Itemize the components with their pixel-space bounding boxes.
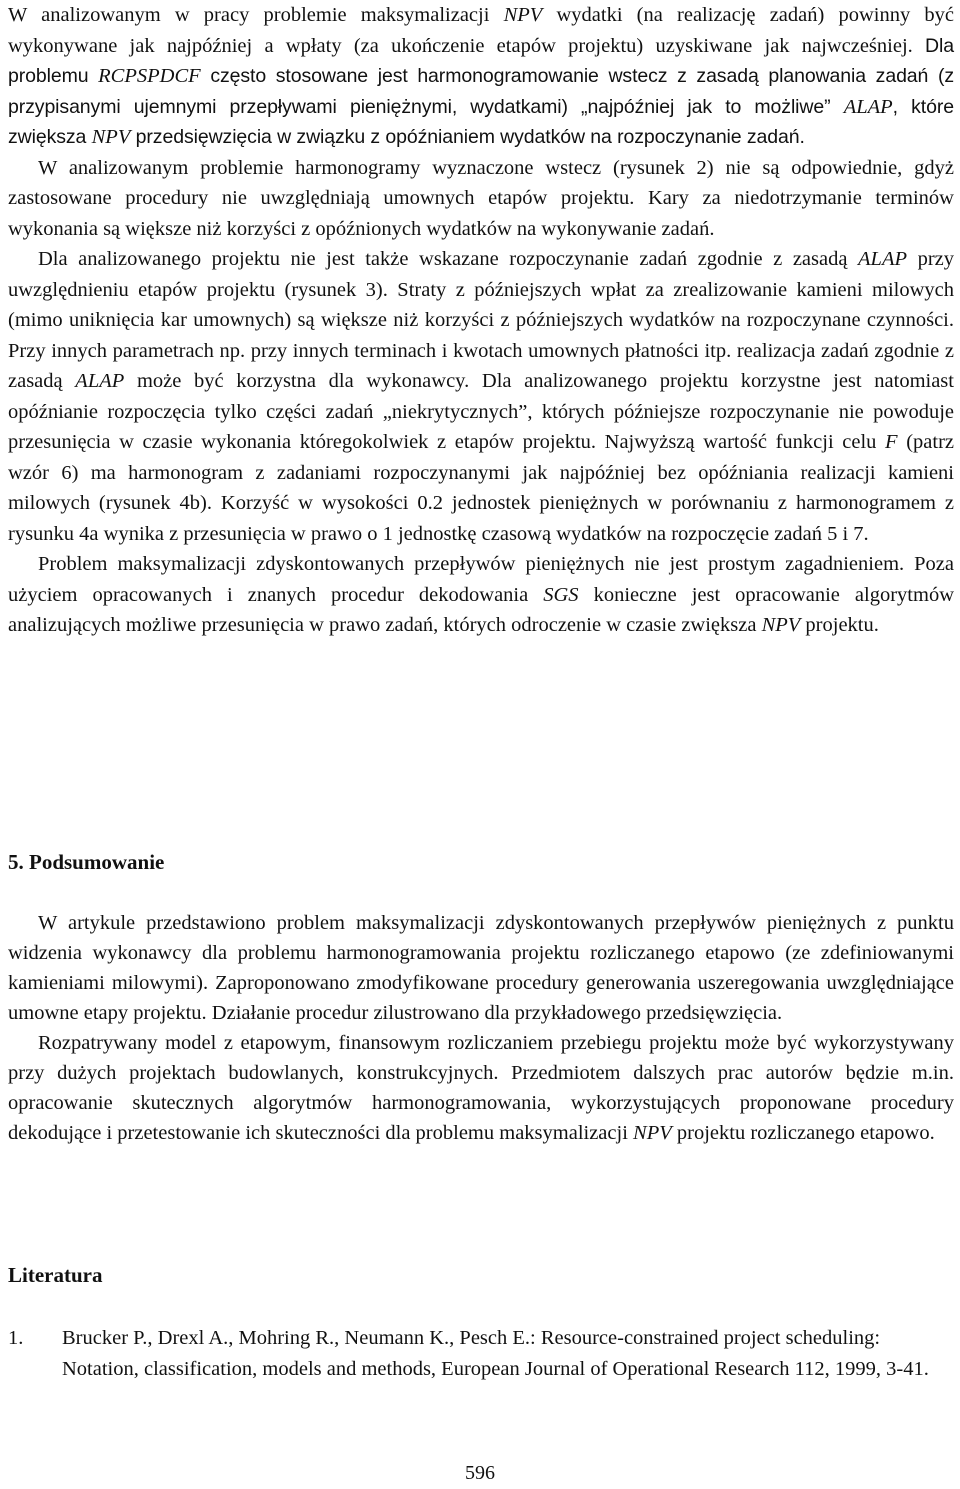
text-run: , które zwiększa [8, 95, 954, 148]
paragraph-backward-schedules: W analizowanym problemie harmonogramy wyznaczone wstecz (rysunek 2) nie są odpowiednie, gdyż zastosowane procedury nie uwzględniają umownych etapów projektu. Kary za niedotrzymanie terminów wykonania są większe niż korzyści z opóźnionych wydatków na wykonywanie zadań. [8, 156, 954, 240]
math-term: ALAP [858, 248, 907, 270]
text-run: może być korzystna dla wykonawcy. Dla analizowanego projektu korzystne jest natomiast opóźnianie rozpoczęcia tylko części zadań „niekrytycznych”, których późniejsze rozpoczynanie nie powoduje przesunięcia w czasie wykonania któregokolwiek z etapów projektu. Najwyższą wartość funkcji celu [8, 370, 954, 453]
summary-paragraph-2 [8, 1028, 954, 1148]
text-run: projektu rozliczanego etapowo. [671, 1122, 935, 1144]
text-run: projektu. [800, 614, 879, 636]
text-run: przedsięwzięcia w związku z opóźnianiem wydatków na rozpoczynanie zadań. [130, 126, 805, 148]
math-term: NPV [91, 126, 131, 148]
body-text [8, 0, 954, 641]
section-heading: 5. Podsumowanie [8, 850, 165, 874]
reference-list [8, 1323, 954, 1384]
text-run: W analizowanym w pracy problemie maksymalizacji [8, 4, 504, 26]
literature-heading: Literatura [8, 1263, 103, 1287]
text-run: często stosowane jest harmonogramowanie wstecz z zasadą planowania zadań (z przypisanymi ujemnymi przepływami pieniężnymi, wydatkami) „najpóźniej jak to możliwe” [8, 65, 955, 118]
math-term: ALAP [843, 95, 893, 118]
literature-section [8, 1263, 954, 1288]
text-run: Dla problemu [8, 34, 954, 87]
text-run: (patrz wzór 6) ma harmonogram z zadaniami rozpoczynanymi jak najpóźniej bez opóźniania realizacji kamieni milowych (rysunek 4b). Korzyść w wysokości 0.2 jednostek pieniężnych w porównaniu z harmonogramem z rysunku 4a wynika z przesunięcia w prawo o 1 jednostkę czasową wydatków na rozpoczęcie zadań 5 i 7. [8, 431, 954, 545]
text-run: Dla analizowanego projektu nie jest także wskazane rozpoczynanie zadań zgodnie z zasadą [38, 248, 859, 270]
reference-item [8, 1323, 954, 1384]
text-run: Rozpatrywany model z etapowym, finansowym rozliczaniem przebiegu projektu może być wykorzystywany przy dużych projektach budowlanych, konstrukcyjnych. Przedmiotem dalszych prac autorów będzie m.in. opracowanie skutecznych algorytmów harmonogramowania, wykorzystujących proponowane procedury dekodujące i przetestowanie ich skuteczności dla problemu maksymalizacji [8, 1032, 954, 1144]
paragraph-problem-complexity [8, 549, 954, 641]
math-term: RCPSPDCF [98, 65, 201, 87]
summary-section [8, 850, 954, 875]
page-number: 596 [465, 1462, 495, 1484]
reference-text: Brucker P., Drexl A., Mohring R., Neumann K., Pesch E.: Resource-constrained project scheduling: Notation, classification, models and methods, European Journal of Operational Research 112, 1999, 3-41. [62, 1327, 929, 1380]
math-term: SGS [543, 583, 579, 606]
reference-number: 1. [8, 1327, 24, 1349]
references [8, 1323, 954, 1384]
math-term: NPV [503, 4, 543, 26]
math-term: F [885, 431, 898, 453]
text-run: przy uwzględnieniu etapów projektu (rysunek 3). Straty z późniejszych wpłat za zrealizowanie kamieni milowych (mimo uniknięcia kar umownych) są większe niż korzyści z późniejszych wydatków na rozpoczynane czynności. Przy innych parametrach np. przy innych terminach i kwotach umownych płatności itp. realizacja zadań zgodnie z zasadą [8, 248, 954, 392]
text-run: Problem maksymalizacji zdyskontowanych przepływów pieniężnych nie jest prostym zagadnieniem. Poza użyciem opracowanych i znanych procedur dekodowania [8, 553, 954, 606]
paragraph-npv-intro [8, 0, 954, 153]
math-term: ALAP [75, 370, 125, 392]
text-run: konieczne jest opracowanie algorytmów analizujących możliwe przesunięcia w prawo zadań, których odroczenie w czasie zwiększa [8, 583, 954, 636]
summary-body [8, 908, 954, 1148]
paragraph-alap-analysis [8, 244, 954, 549]
text-run: wydatki (na realizację zadań) powinny być wykonywane jak najpóźniej a wpłaty (za ukończenie etapów projektu) uzyskiwane jak najwcześniej. [8, 4, 954, 57]
math-term: NPV [633, 1122, 672, 1144]
math-term: NPV [761, 614, 801, 636]
summary-paragraph-1: W artykule przedstawiono problem maksymalizacji zdyskontowanych przepływów pieniężnych z punktu widzenia wykonawcy dla problemu harmonogramowania projektu rozliczanego etapowo (ze zdefiniowanymi kamieniami milowymi). Zaproponowano zmodyfikowane procedury generowania uszeregowania uwzględniające umowne etapy projektu. Działanie procedur zilustrowano dla przykładowego przedsięwzięcia. [8, 912, 954, 1024]
